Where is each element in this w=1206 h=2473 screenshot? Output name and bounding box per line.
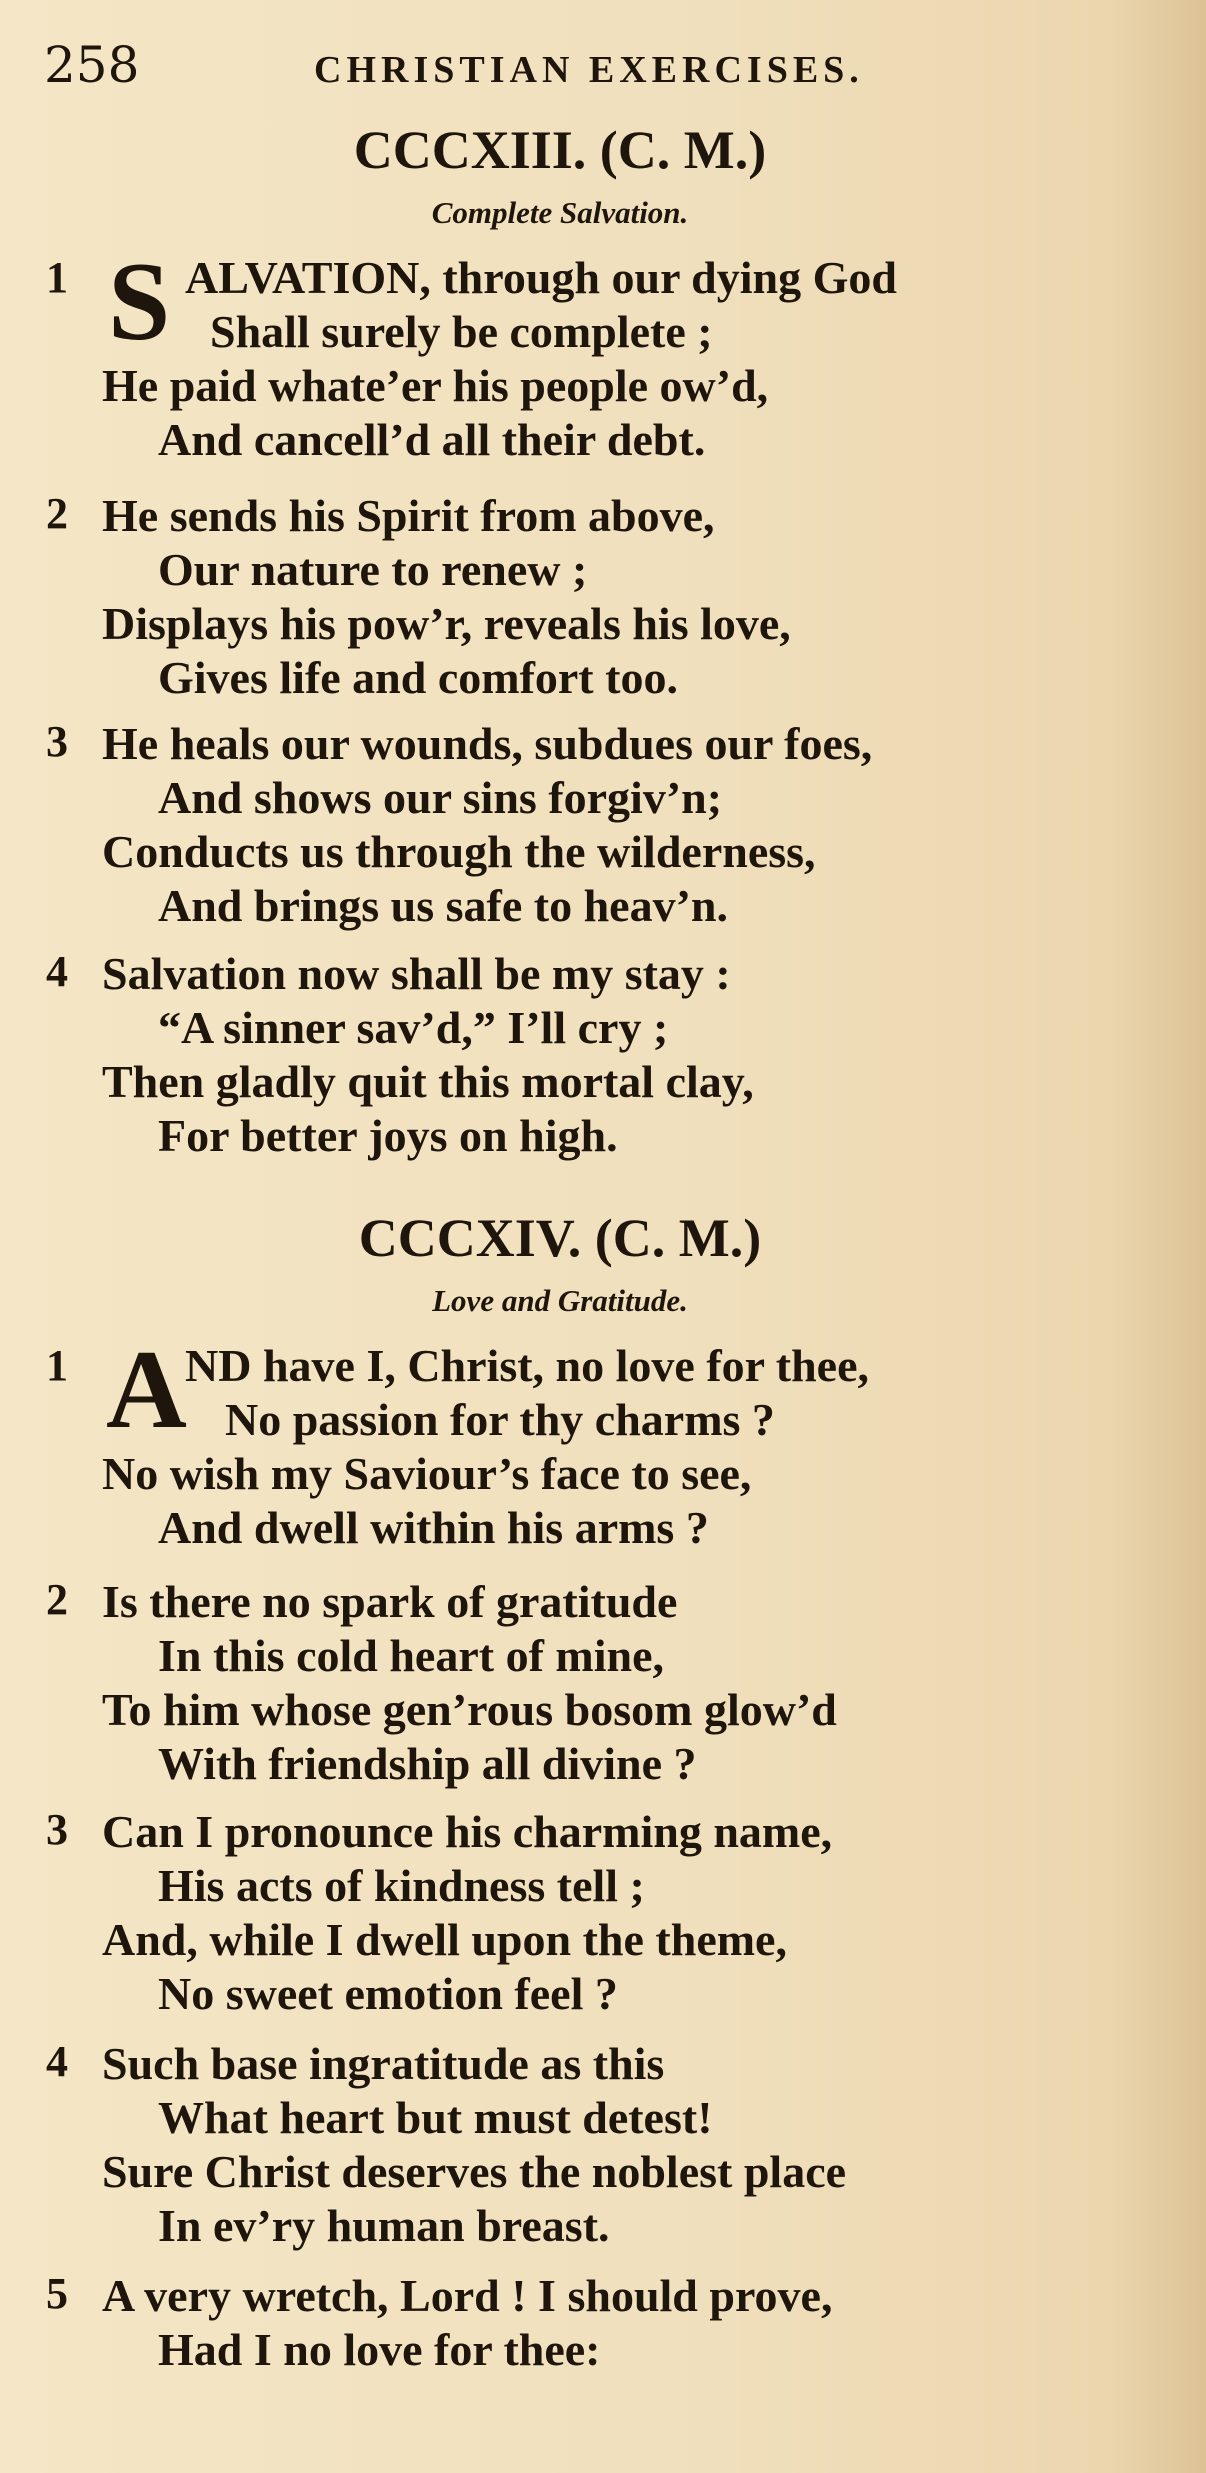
verse-line: His acts of kindness tell ; [158,1860,645,1911]
verse-line: In this cold heart of mine, [158,1630,664,1681]
verse-line: Conducts us through the wilderness, [102,826,816,877]
verse-line: For better joys on high. [158,1110,618,1161]
verse-line: No sweet emotion feel ? [158,1968,618,2019]
verse-line: What heart but must detest! [158,2092,713,2143]
verse-line: He paid whate’er his people ow’d, [102,360,769,411]
verse-line: Can I pronounce his charming name, [102,1806,833,1857]
hymn-title: CCCXIII. (C. M.) [353,120,767,180]
drop-cap: A [106,1328,187,1452]
verse-line: He heals our wounds, subdues our foes, [102,718,873,769]
drop-cap: S [108,240,171,364]
verse-number: 1 [46,253,68,302]
verse-number: 4 [46,947,68,996]
running-head [44,30,1164,100]
verse-number: 5 [46,2269,68,2318]
verse-line: Displays his pow’r, reveals his love, [102,598,791,649]
verse-line: He sends his Spirit from above, [102,490,715,541]
verse-line: And dwell within his arms ? [158,1502,709,1553]
verse-line: Sure Christ deserves the noblest place [102,2146,847,2197]
verse-line: To him whose gen’rous bosom glow’d [102,1684,837,1735]
verse-number: 3 [46,1805,68,1854]
verse-number: 2 [46,1575,68,1624]
verse-line: Shall surely be complete ; [210,306,713,357]
verse-line: Had I no love for thee: [158,2324,601,2375]
verse-line: No passion for thy charms ? [225,1394,775,1445]
running-title: CHRISTIAN EXERCISES. [314,49,864,91]
verse-line: With friendship all divine ? [158,1738,697,1789]
verse-line: Gives life and comfort too. [158,652,678,703]
verse-line: Salvation now shall be my stay : [102,948,731,999]
verse-line: Our nature to renew ; [158,544,588,595]
verse-line: And, while I dwell upon the theme, [102,1914,787,1965]
verse-number: 4 [46,2037,68,2086]
hymn-title: CCCXIV. (C. M.) [358,1208,762,1268]
verse-number: 2 [46,489,68,538]
verse-line: Such base ingratitude as this [102,2038,665,2089]
hymn-subtitle: Complete Salvation. [431,195,689,230]
verse-line: Then gladly quit this mortal clay, [102,1056,754,1107]
verse-line: ND have I, Christ, no love for thee, [185,1340,869,1391]
verse-number: 3 [46,717,68,766]
page-number: 258 [44,36,140,94]
verse-line: And shows our sins forgiv’n; [158,772,723,823]
verse-number: 1 [46,1341,68,1390]
verse-line: No wish my Saviour’s face to see, [102,1448,752,1499]
verse-line: ALVATION, through our dying God [185,252,897,303]
verse-line: And cancell’d all their debt. [158,414,706,465]
verse-line: A very wretch, Lord ! I should prove, [102,2270,833,2321]
verse-line: And brings us safe to heav’n. [158,880,728,931]
verse-line: In ev’ry human breast. [158,2200,610,2251]
hymn-subtitle: Love and Gratitude. [432,1283,688,1318]
verse-line: “A sinner sav’d,” I’ll cry ; [158,1002,669,1053]
verse-line: Is there no spark of gratitude [102,1576,678,1627]
